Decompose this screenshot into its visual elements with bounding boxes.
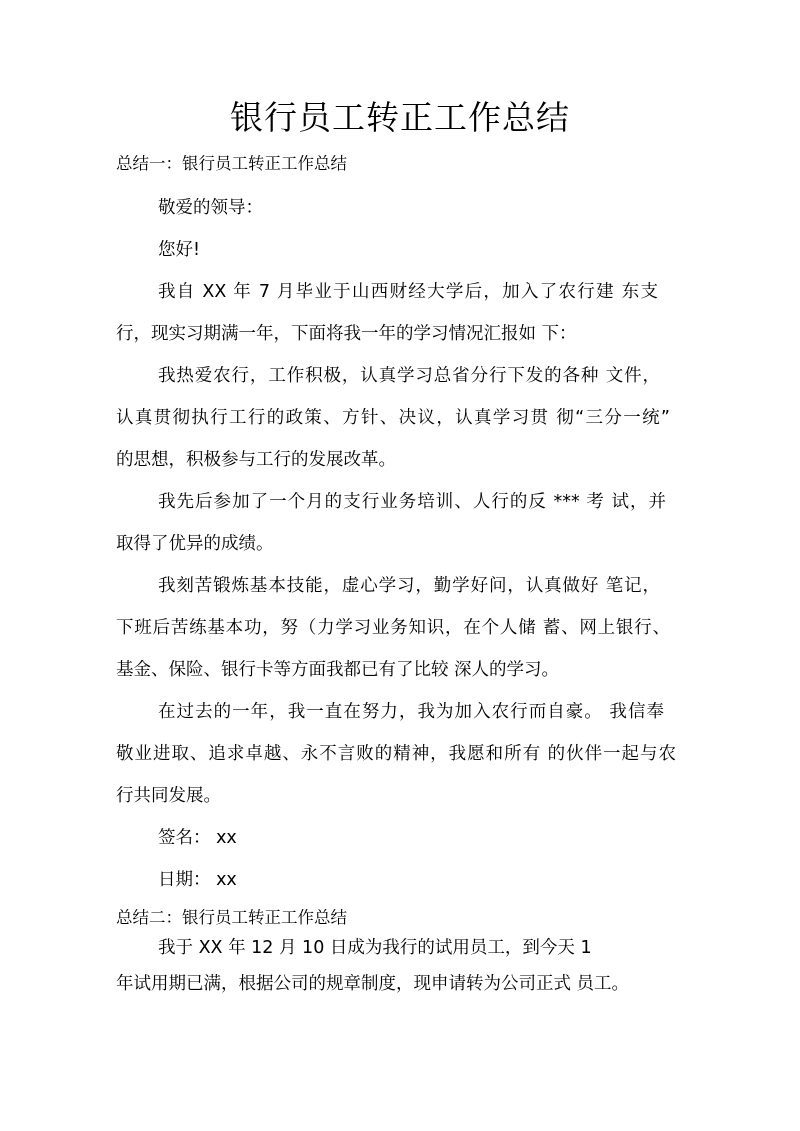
paragraph-line: 我自 XX 年 7 月毕业于山西财经大学后，加入了农行建 东支	[158, 282, 658, 302]
paragraph-line: 的思想，积极参与工行的发展改革。	[116, 450, 396, 470]
paragraph-line: 认真贯彻执行工行的政策、方针、决议，认真学习贯 彻“三分一统”	[116, 408, 670, 428]
paragraph-line: 敬业进取、追求卓越、永不言败的精神，我愿和所有 的伙伴一起与农	[116, 744, 676, 764]
paragraph-line: 我先后参加了一个月的支行业务培训、人行的反 *** 考 试，并	[158, 492, 666, 512]
paragraph-line: 在过去的一年，我一直在努力，我为加入农行而自豪。 我信奉	[158, 702, 664, 722]
greeting: 您好!	[158, 240, 201, 260]
paragraph-line: 我刻苦锻炼基本技能，虚心学习，勤学好问，认真做好 笔记，	[158, 576, 660, 596]
paragraph-line: 取得了优异的成绩。	[116, 534, 274, 554]
paragraph-line: 我于 XX 年 12 月 10 日成为我行的试用员工，到今天 1	[158, 938, 592, 958]
section-1-heading: 总结一：银行员工转正工作总结	[116, 154, 347, 173]
paragraph-line: 行，现实习期满一年，下面将我一年的学习情况汇报如 下：	[116, 324, 577, 344]
date-line: 日期： xx	[158, 870, 237, 890]
paragraph-line: 年试用期已满，根据公司的规章制度，现申请转为公司正式 员工。	[116, 974, 630, 994]
section-2-heading: 总结二：银行员工转正工作总结	[116, 908, 347, 927]
paragraph-line: 我热爱农行，工作积极，认真学习总省分行下发的各种 文件，	[158, 366, 660, 386]
signature-line: 签名： xx	[158, 828, 237, 848]
paragraph-line: 基金、保险、银行卡等方面我都已有了比较 深人的学习。	[116, 660, 560, 680]
document-title: 银行员工转正工作总结	[230, 98, 570, 137]
paragraph-line: 下班后苦练基本功，努（力学习业务知识，在个人储 蓄、网上银行、	[116, 618, 670, 638]
salutation: 敬爱的领导：	[158, 198, 263, 218]
paragraph-line: 行共同发展。	[116, 786, 221, 806]
